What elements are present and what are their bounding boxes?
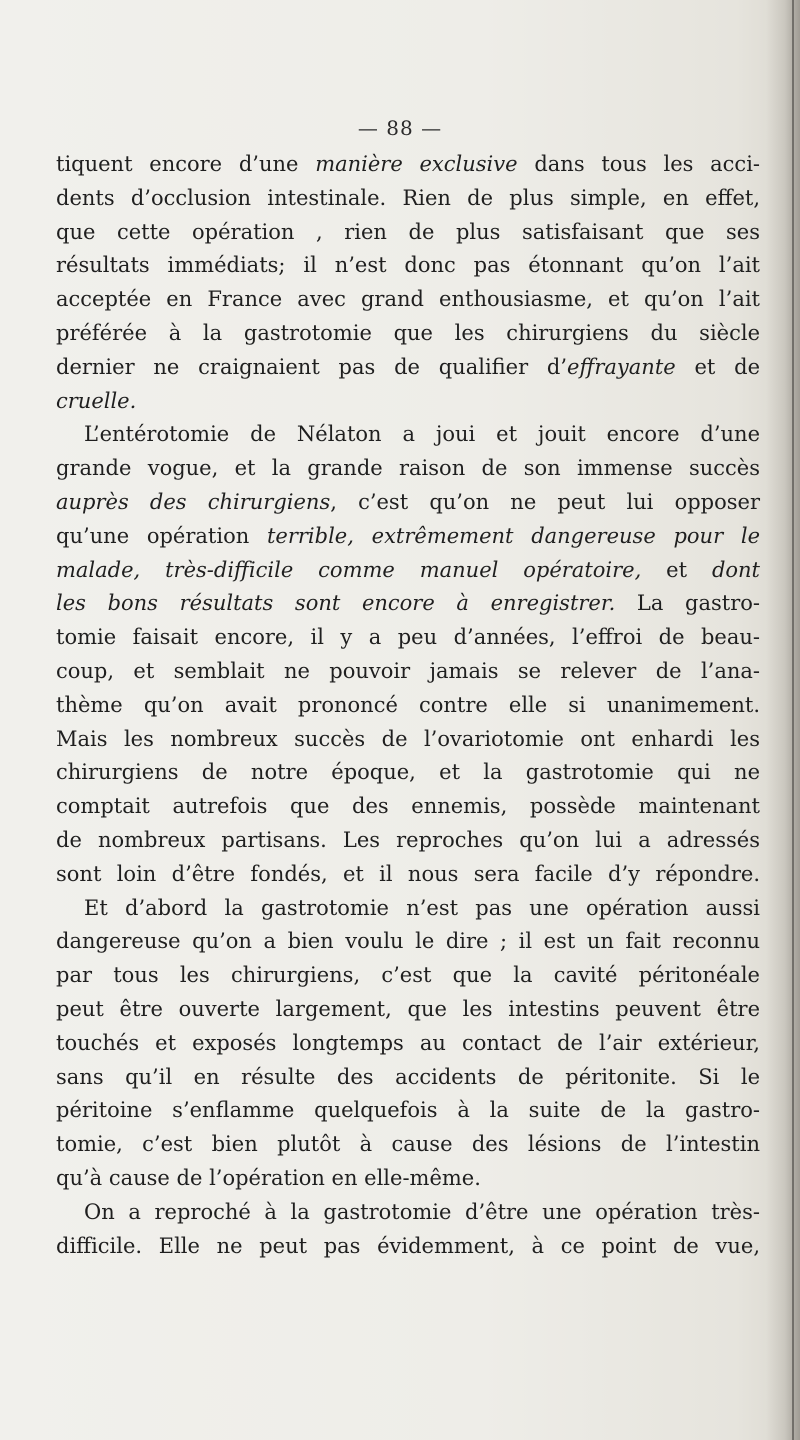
text-line (56, 1128, 760, 1162)
text-line (56, 554, 760, 588)
text-line (56, 655, 760, 689)
text-segment: coup, et semblait ne pouvoir jamais se relever de l’ana- (56, 658, 760, 683)
text-line (56, 723, 760, 757)
page-edge-shadow (766, 0, 800, 1440)
text-segment: acceptée en France avec grand enthousiasme, et qu’on l’ait (56, 287, 760, 312)
text-line (56, 385, 760, 419)
text-segment: peut être ouverte largement, que les intestins peuvent être (56, 996, 760, 1021)
text-line (56, 1027, 760, 1061)
text-segment: La gastro- (615, 591, 760, 616)
text-line (56, 892, 760, 926)
text-segment: , c’est qu’on ne peut lui opposer (330, 489, 760, 514)
text-segment: tomie faisait encore, il y a peu d’années, l’effroi de beau- (56, 625, 760, 650)
text-segment: comptait autrefois que des ennemis, possède maintenant (56, 794, 760, 819)
page-number: — 88 — (357, 116, 443, 140)
italic-text-segment: les bons résultats sont encore à enregistrer. (56, 591, 616, 616)
text-line (56, 1094, 760, 1128)
text-segment: thème qu’on avait prononcé contre elle si unanimement. (56, 692, 760, 717)
text-segment: grande vogue, et la grande raison de son immense succès (56, 456, 760, 481)
text-line (56, 621, 760, 655)
text-segment: sans qu’il en résulte des accidents de péritonite. Si le (56, 1064, 760, 1089)
italic-text-segment: cruelle. (56, 388, 137, 413)
text-line (56, 486, 760, 520)
text-line (56, 993, 760, 1027)
italic-text-segment: dont (711, 557, 760, 582)
text-line (56, 452, 760, 486)
text-segment: qu’à cause de l’opération en elle-même. (56, 1165, 481, 1190)
text-line (56, 520, 760, 554)
text-line (56, 1196, 760, 1230)
text-line (56, 689, 760, 723)
text-segment: Mais les nombreux succès de l’ovariotomie ont enhardi les (56, 726, 760, 751)
text-line (56, 1061, 760, 1095)
italic-text-segment: auprès des chirurgiens (56, 489, 331, 514)
text-line (56, 824, 760, 858)
text-line (56, 317, 760, 351)
text-line (56, 418, 760, 452)
page-edge-line (792, 0, 794, 1440)
italic-text-segment: malade, très-difficile comme manuel opératoire, (56, 557, 642, 582)
text-line (56, 249, 760, 283)
text-segment: péritoine s’enflamme quelquefois à la suite de la gastro- (56, 1098, 760, 1123)
text-segment: difficile. Elle ne peut pas évidemment, à ce point de vue, (56, 1233, 760, 1258)
text-line (56, 959, 760, 993)
text-line (56, 1230, 760, 1264)
text-segment: que cette opération , rien de plus satisfaisant que ses (56, 219, 760, 244)
text-segment: dernier ne craignaient pas de qualifier (56, 354, 547, 379)
text-segment: préférée à la gastrotomie que les chirurgiens du siècle (56, 320, 760, 345)
text-segment: dangereuse qu’on a bien voulu le dire ; il est un fait reconnu (56, 929, 760, 954)
text-segment: Et d’abord la gastrotomie n’est pas une opération aussi (84, 895, 760, 920)
text-segment: tiquent encore d’une (56, 152, 316, 176)
text-line (56, 587, 760, 621)
text-segment: tomie, c’est bien plutôt à cause des lésions de l’intestin (56, 1132, 760, 1157)
text-segment: qu’une opération (56, 523, 267, 548)
text-line (56, 283, 760, 317)
body-text (56, 148, 760, 1263)
text-line (56, 216, 760, 250)
text-segment: sont loin d’être fondés, et il nous sera facile d’y répondre. (56, 861, 760, 886)
text-segment: dents d’occlusion intestinale. Rien de plus simple, en effet, (56, 185, 760, 210)
text-segment: dans tous les acci- (517, 152, 760, 176)
text-segment: et (641, 557, 712, 582)
text-segment: et de (675, 354, 760, 379)
text-segment: résultats immédiats; il n’est donc pas étonnant qu’on l’ait (56, 253, 760, 278)
text-line (56, 790, 760, 824)
text-segment: L’entérotomie de Nélaton a joui et jouit encore d’une (84, 422, 760, 447)
italic-text-segment: manière exclusive (315, 152, 518, 176)
text-line (56, 1162, 760, 1196)
italic-text-segment: terrible, extrêmement dangereuse pour le (266, 523, 760, 548)
text-line (56, 148, 760, 182)
text-line (56, 858, 760, 892)
text-line (56, 756, 760, 790)
text-line (56, 182, 760, 216)
text-segment: d’ (546, 354, 568, 379)
italic-text-segment: effrayante (567, 354, 676, 379)
text-line (56, 925, 760, 959)
text-line (56, 351, 760, 385)
text-segment: chirurgiens de notre époque, et la gastrotomie qui ne (56, 760, 760, 785)
text-segment: On a reproché à la gastrotomie d’être une opération très- (84, 1199, 760, 1224)
text-segment: par tous les chirurgiens, c’est que la cavité péritonéale (56, 963, 760, 988)
text-segment: touchés et exposés longtemps au contact de l’air extérieur, (56, 1030, 760, 1055)
text-segment: de nombreux partisans. Les reproches qu’on lui a adressés (56, 827, 760, 852)
